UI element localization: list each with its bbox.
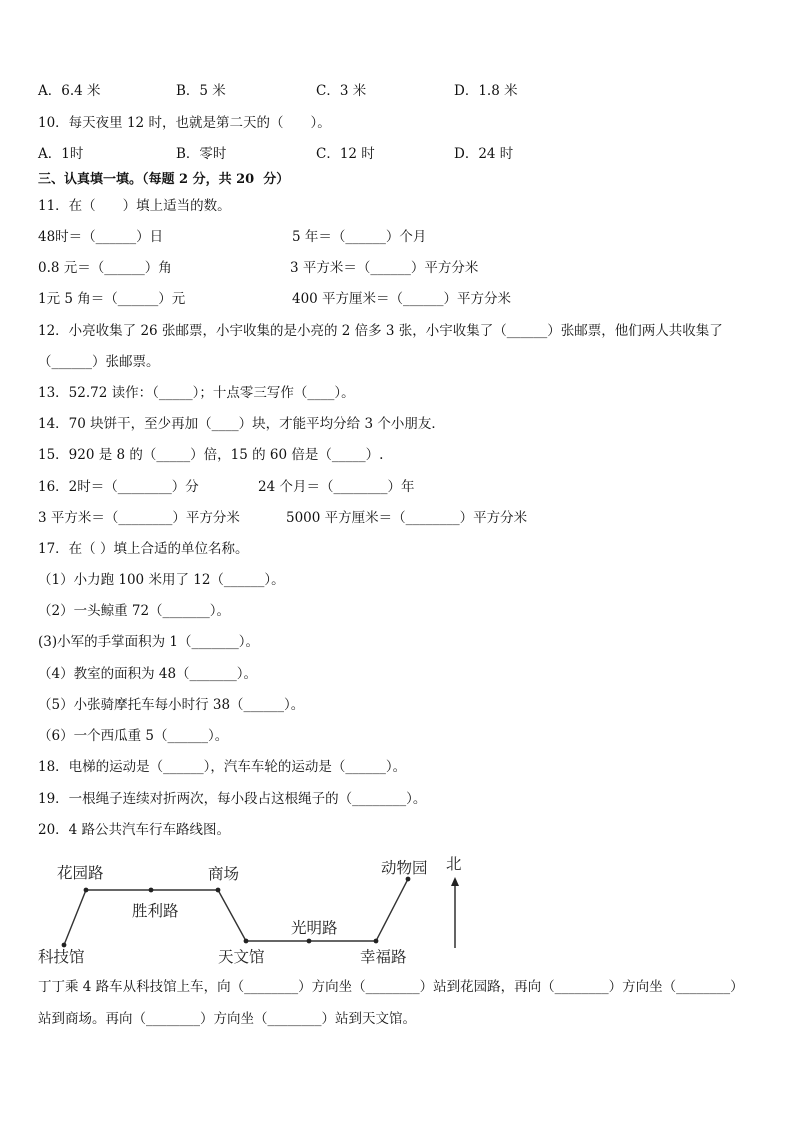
stop-label-shenglilu: 胜利路 bbox=[132, 902, 179, 920]
q9-option-c: C．3 米 bbox=[316, 83, 367, 99]
q9-option-b: B．5 米 bbox=[176, 83, 226, 99]
q11-item: 1元 5 角＝（______）元 bbox=[38, 291, 186, 307]
stop-marker bbox=[149, 888, 154, 893]
q18: 18．电梯的运动是（______），汽车车轮的运动是（______）。 bbox=[38, 759, 407, 775]
q17-item: （5）小张骑摩托车每小时行 38（______）。 bbox=[38, 697, 305, 713]
q17-item: (3)小军的手掌面积为 1（_______）。 bbox=[38, 634, 260, 650]
stop-label-guangminglu: 光明路 bbox=[291, 919, 338, 937]
stop-marker bbox=[406, 877, 411, 882]
stop-label-xingfulu: 幸福路 bbox=[360, 948, 407, 966]
q20-answer-line-1: 丁丁乘 4 路车从科技馆上车，向（________）方向坐（________）站到花园路，再向（________）方向坐（________） bbox=[38, 979, 744, 995]
q11-item: 0.8 元＝（______）角 bbox=[38, 260, 172, 276]
q11-stem: 11．在（ ）填上适当的数。 bbox=[38, 198, 231, 214]
q17-stem: 17．在（ ）填上合适的单位名称。 bbox=[38, 541, 249, 557]
route-stops bbox=[62, 877, 411, 948]
q17-item: （6）一个西瓜重 5（______）。 bbox=[38, 728, 229, 744]
q17-item: （1）小力跑 100 米用了 12（______）。 bbox=[38, 572, 285, 588]
stop-label-tianwenguan: 天文馆 bbox=[218, 948, 265, 966]
north-arrow-icon bbox=[451, 877, 459, 948]
bus-route-map bbox=[0, 845, 794, 970]
stop-marker bbox=[374, 939, 379, 944]
q10-option-c: C．12 时 bbox=[316, 146, 375, 162]
q11-item: 3 平方米＝（______）平方分米 bbox=[290, 260, 479, 276]
north-label: 北 bbox=[446, 855, 462, 873]
q10-option-a: A．1时 bbox=[38, 146, 84, 162]
stop-marker bbox=[62, 943, 67, 948]
q12-line-2: （______）张邮票。 bbox=[38, 354, 160, 370]
q20-answer-line-2: 站到商场。再向（________）方向坐（________）站到天文馆。 bbox=[38, 1011, 416, 1027]
q15: 15．920 是 8 的（_____）倍，15 的 60 倍是（_____）. bbox=[38, 447, 384, 463]
stop-label-shangchang: 商场 bbox=[208, 865, 240, 883]
stop-marker bbox=[84, 888, 89, 893]
q11-item: 400 平方厘米＝（______）平方分米 bbox=[292, 291, 512, 307]
route-line bbox=[64, 879, 408, 945]
stop-marker bbox=[216, 888, 221, 893]
section-3-title: 三、认真填一填。（每题 2 分，共 20 分） bbox=[38, 172, 290, 187]
q13: 13．52.72 读作：（_____）；十点零三写作（____）。 bbox=[38, 385, 355, 401]
stop-label-kejiguan: 科技馆 bbox=[38, 948, 85, 966]
q12-line-1: 12．小亮收集了 26 张邮票，小宇收集的是小亮的 2 倍多 3 张，小宇收集了（______）张邮票，他们两人共收集了 bbox=[38, 323, 723, 339]
q10-option-b: B．零时 bbox=[176, 146, 227, 162]
stop-marker bbox=[244, 939, 249, 944]
q17-item: （4）教室的面积为 48（_______）。 bbox=[38, 666, 258, 682]
q16-item: 5000 平方厘米＝（________）平方分米 bbox=[286, 510, 528, 526]
q16-item: 3 平方米＝（________）平方分米 bbox=[38, 510, 240, 526]
stop-label-dongwuyuan: 动物园 bbox=[381, 859, 428, 877]
q10-option-d: D．24 时 bbox=[454, 146, 514, 162]
q11-item: 5 年＝（______）个月 bbox=[292, 229, 427, 245]
q17-item: （2）一头鲸重 72（_______）。 bbox=[38, 603, 231, 619]
q20-stem: 20．4 路公共汽车行车路线图。 bbox=[38, 822, 231, 838]
q14: 14．70 块饼干，至少再加（____）块，才能平均分给 3 个小朋友． bbox=[38, 416, 445, 432]
q16-item: 24 个月＝（________）年 bbox=[258, 479, 415, 495]
q19: 19．一根绳子连续对折两次，每小段占这根绳子的（________）。 bbox=[38, 791, 427, 807]
q9-option-d: D．1.8 米 bbox=[454, 83, 518, 99]
q16-item: 16．2时＝（________）分 bbox=[38, 479, 199, 495]
stop-marker bbox=[307, 939, 312, 944]
stop-label-huayuanlu: 花园路 bbox=[57, 864, 104, 882]
q9-option-a: A．6.4 米 bbox=[38, 83, 101, 99]
q11-item: 48时＝（______）日 bbox=[38, 229, 164, 245]
q10-stem: 10．每天夜里 12 时，也就是第二天的（ ）。 bbox=[38, 115, 331, 131]
